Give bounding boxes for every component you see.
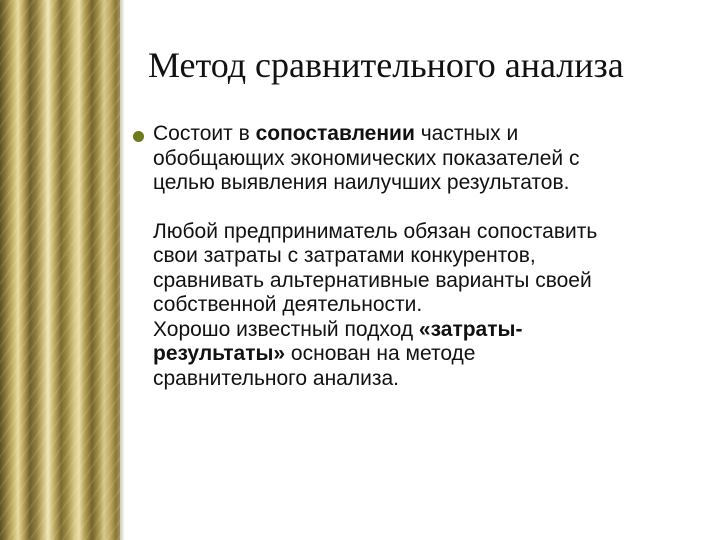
para3-rest: основан на методе — [285, 342, 476, 365]
slide-body — [153, 122, 698, 391]
decorative-gold-pillar — [0, 0, 120, 540]
bullet-paragraph — [153, 122, 698, 196]
bullet-text-line2: обобщающих экономических показателей с — [153, 146, 580, 170]
para3-emphasis-2: результаты» — [153, 342, 286, 365]
para2-line3: сравнивать альтернативные варианты своей — [153, 268, 592, 292]
para3-intro: Хорошо известный подход — [153, 317, 419, 341]
bullet-text-intro: Состоит в — [153, 122, 256, 145]
bullet-text-emphasis: сопоставлении — [255, 122, 415, 145]
bullet-icon — [133, 131, 144, 142]
cost-result-paragraph — [153, 318, 698, 392]
para2-line4: собственной деятельности. — [153, 293, 423, 316]
bullet-text-rest: частных и — [414, 122, 519, 145]
pillar-shadow — [120, 0, 125, 540]
para2-line2: свои затраты с затратами конкурентов, — [153, 244, 536, 267]
slide-title: Метод сравнительного анализа — [148, 45, 624, 85]
para3-line3: сравнительного анализа. — [153, 366, 399, 390]
bullet-text-line3: целью выявления наилучших результатов. — [153, 171, 570, 194]
para2-line1: Любой предприниматель обязан сопоставить — [153, 219, 598, 243]
entrepreneur-paragraph — [153, 220, 698, 318]
para3-emphasis-1: «затраты- — [418, 317, 523, 341]
